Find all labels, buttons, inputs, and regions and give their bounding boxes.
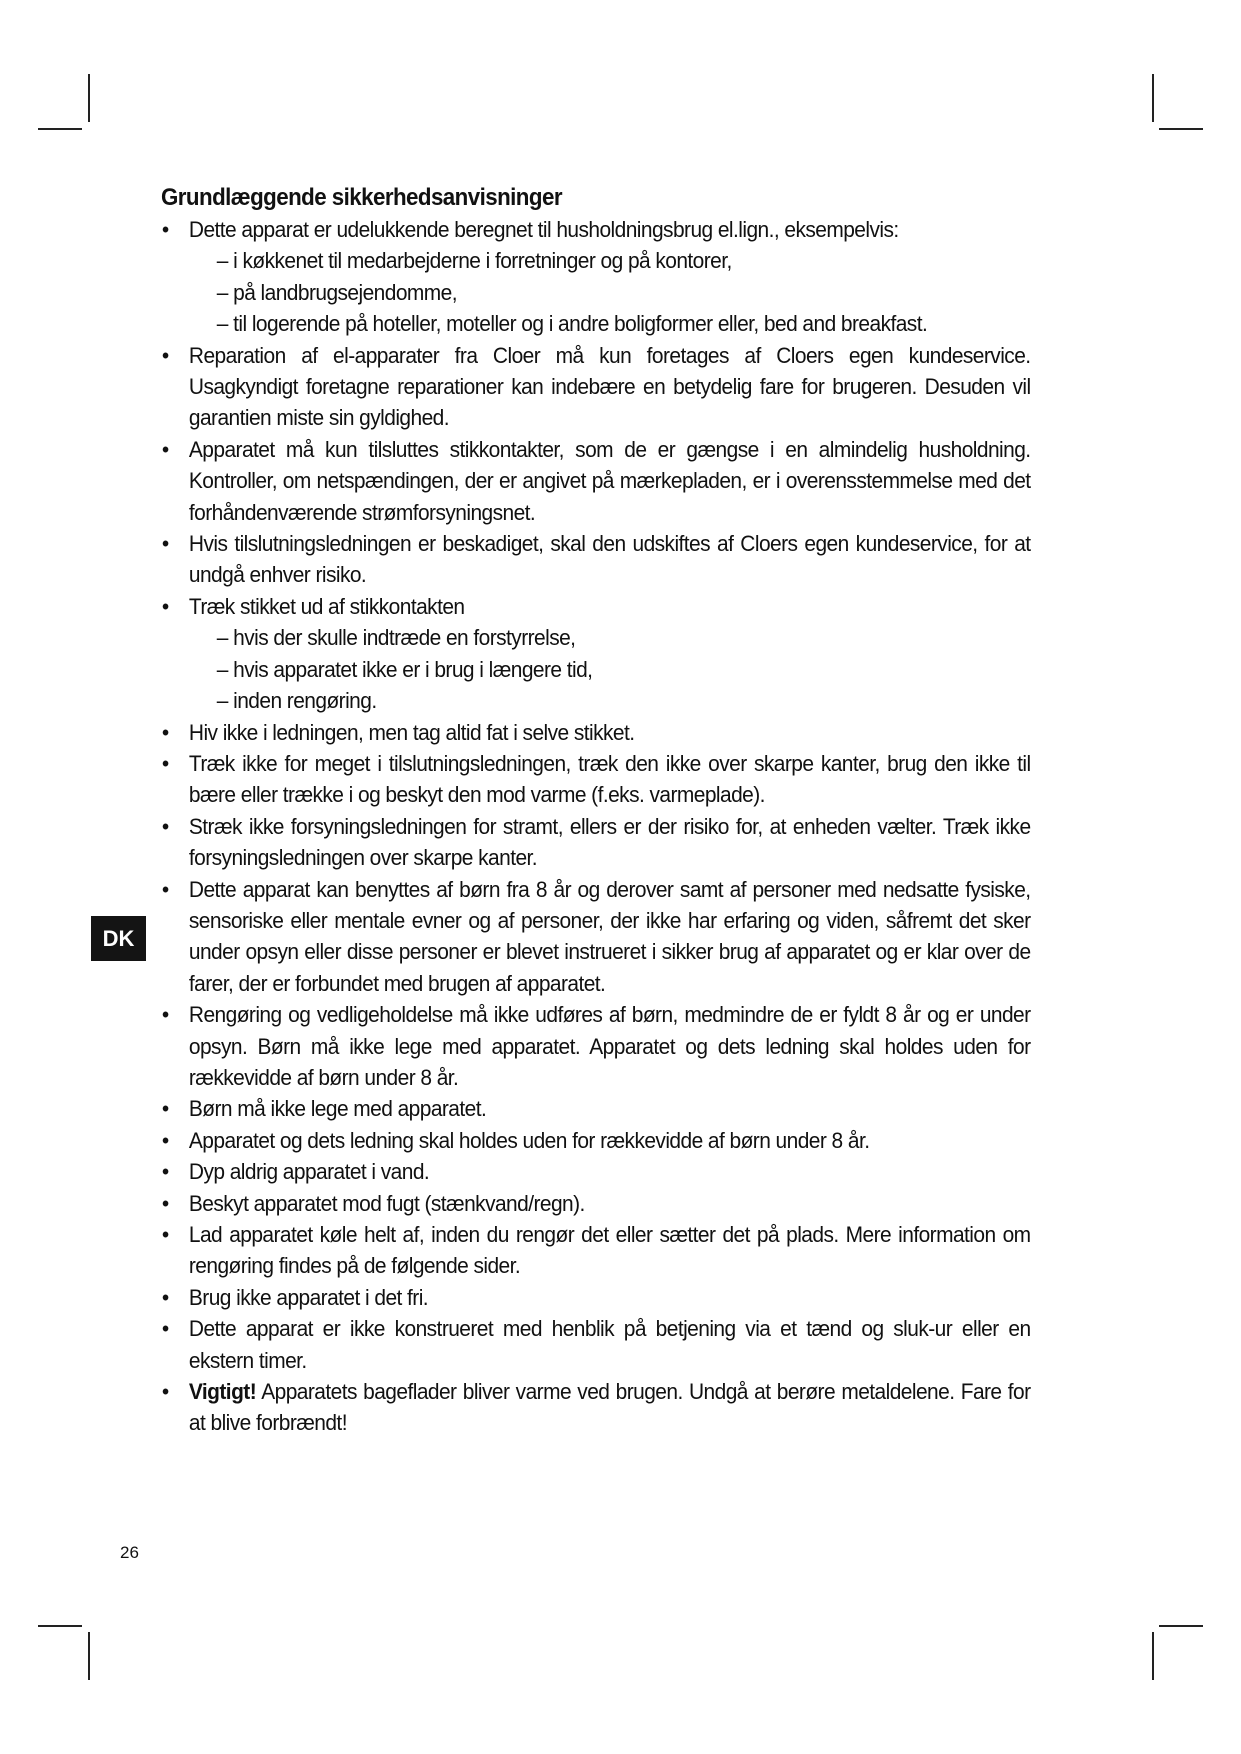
list-item	[161, 717, 1031, 748]
list-item-line: Rengøring og vedligeholdelse må ikke udføres af børn, medmindre de er fyldt 8 år og er under opsyn. Børn må ikke lege med apparatet. Apparatet og dets ledning skal holdes uden for rækkevidde af børn under 8 år.	[188, 1002, 1031, 1090]
list-item-text	[189, 1376, 1031, 1439]
sub-list-item: – inden rengøring.	[216, 688, 377, 714]
list-item-line: Apparatet må kun tilsluttes stikkontakter, som de er gængse i en almindelig husholdning. Kontroller, om netspændingen, der er angivet på mærkepladen, er i overensstemmelse med det forhåndenværende strømforsyningsnet.	[188, 436, 1031, 525]
sub-list-item: – hvis apparatet ikke er i brug i længere tid,	[216, 656, 593, 682]
list-item-line: Stræk ikke forsyningsledningen for stramt, ellers er der risiko for, at enheden vælter. Træk ikke forsyningsledningen over skarpe kanter.	[188, 813, 1031, 871]
list-item	[161, 874, 1031, 1000]
list-item-line: Hiv ikke i ledningen, men tag altid fat i selve stikket.	[188, 719, 635, 745]
list-item-text	[189, 717, 1031, 748]
list-item-line: Apparatet og dets ledning skal holdes uden for rækkevidde af børn under 8 år.	[188, 1127, 870, 1153]
list-item-line: Dette apparat kan benyttes af børn fra 8 år og derover samt af personer med nedsatte fysiske, sensoriske eller mentale evner og af personer, der ikke har erfaring og viden, såfremt det sker under opsyn eller disse personer er blevet instrueret i sikker brug af apparatet og er klar over de farer, der er forbundet med brugen af apparatet.	[188, 876, 1031, 996]
list-item-text	[189, 748, 1031, 811]
list-item	[161, 1188, 1031, 1219]
list-item	[161, 1093, 1031, 1124]
list-item-text	[189, 591, 1031, 622]
list-item-line: Dyp aldrig apparatet i vand.	[188, 1159, 430, 1185]
list-item-line: Reparation af el-apparater fra Cloer må kun foretages af Cloers egen kundeservice. Usagkyndigt foretagne reparationer kan indebære en betydelig fare for brugeren. Desuden vil garantien miste sin gyldighed.	[188, 342, 1031, 431]
crop-mark-bottom-left-horizontal	[38, 1625, 82, 1627]
list-item-text	[189, 434, 1031, 528]
safety-instructions-section	[161, 182, 1031, 1439]
list-item-text	[189, 214, 1031, 245]
sub-list-item: – til logerende på hoteller, moteller og i andre boligformer eller, bed and breakfast.	[216, 311, 928, 337]
list-item-text	[189, 340, 1031, 434]
list-item-line: Børn må ikke lege med apparatet.	[188, 1096, 487, 1122]
list-item-text	[189, 1093, 1031, 1124]
list-item-line: Træk stikket ud af stikkontakten	[188, 593, 465, 619]
list-item-line: Beskyt apparatet mod fugt (stænkvand/regn).	[188, 1190, 585, 1216]
list-item	[161, 434, 1031, 528]
list-item-text	[189, 999, 1031, 1093]
list-item-line: Dette apparat er udelukkende beregnet til husholdningsbrug el.lign., eksempelvis:	[188, 217, 899, 242]
safety-instructions-list	[161, 214, 1031, 1439]
list-item-text	[189, 1188, 1031, 1219]
list-item	[161, 999, 1031, 1093]
list-item-line: Hvis tilslutningsledningen er beskadiget, skal den udskiftes af Cloers egen kundeservice, for at undgå enhver risiko.	[188, 531, 1031, 588]
list-item	[161, 1282, 1031, 1313]
list-item	[161, 591, 1031, 717]
list-item	[161, 1313, 1031, 1376]
list-item	[161, 748, 1031, 811]
list-item-text	[189, 1125, 1031, 1156]
crop-mark-bottom-right-vertical	[1152, 1632, 1154, 1680]
list-item-text	[189, 874, 1031, 1000]
list-item	[161, 1376, 1031, 1439]
crop-mark-bottom-left-vertical	[88, 1632, 90, 1680]
list-item-text	[189, 1156, 1031, 1187]
crop-mark-bottom-right-horizontal	[1159, 1625, 1203, 1627]
sub-list-item: – i køkkenet til medarbejderne i forretninger og på kontorer,	[216, 248, 732, 274]
list-item	[161, 811, 1031, 874]
list-item-text	[189, 1282, 1031, 1313]
list-item	[161, 1219, 1031, 1282]
sub-list-item: – på landbrugsejendomme,	[216, 279, 458, 305]
list-item	[161, 340, 1031, 434]
warning-label: Vigtigt!	[188, 1379, 257, 1405]
list-item-line: Lad apparatet køle helt af, inden du rengør det eller sætter det på plads. Mere information om rengøring findes på de følgende sider.	[188, 1222, 1031, 1279]
crop-mark-top-right-vertical	[1152, 74, 1154, 122]
list-item	[161, 1156, 1031, 1187]
list-item	[161, 528, 1031, 591]
list-item-line: Dette apparat er ikke konstrueret med henblik på betjening via et tænd og sluk-ur eller en ekstern timer.	[188, 1316, 1031, 1373]
list-item-line: Brug ikke apparatet i det fri.	[188, 1284, 429, 1310]
list-item-text	[189, 1219, 1031, 1282]
crop-mark-top-left-horizontal	[38, 128, 82, 130]
crop-mark-top-left-vertical	[88, 74, 90, 122]
page-number: 26	[120, 1543, 139, 1562]
sub-list-item: – hvis der skulle indtræde en forstyrrelse,	[216, 625, 576, 651]
list-item	[161, 214, 1031, 340]
list-item	[161, 1125, 1031, 1156]
section-heading: Grundlæggende sikkerhedsanvisninger	[161, 184, 562, 211]
list-item-text	[189, 1313, 1031, 1376]
crop-mark-top-right-horizontal	[1159, 128, 1203, 130]
language-tab: DK	[91, 916, 146, 961]
list-item-text	[189, 811, 1031, 874]
list-item-text	[189, 528, 1031, 591]
list-item-line: Træk ikke for meget i tilslutningsledningen, træk den ikke over skarpe kanter, brug den ikke til bære eller trække i og beskyt den mod varme (f.eks. varmeplade).	[188, 750, 1031, 808]
list-item-line: Apparatets bageflader bliver varme ved brugen. Undgå at berøre metaldelene. Fare for at blive forbrændt!	[188, 1379, 1031, 1436]
